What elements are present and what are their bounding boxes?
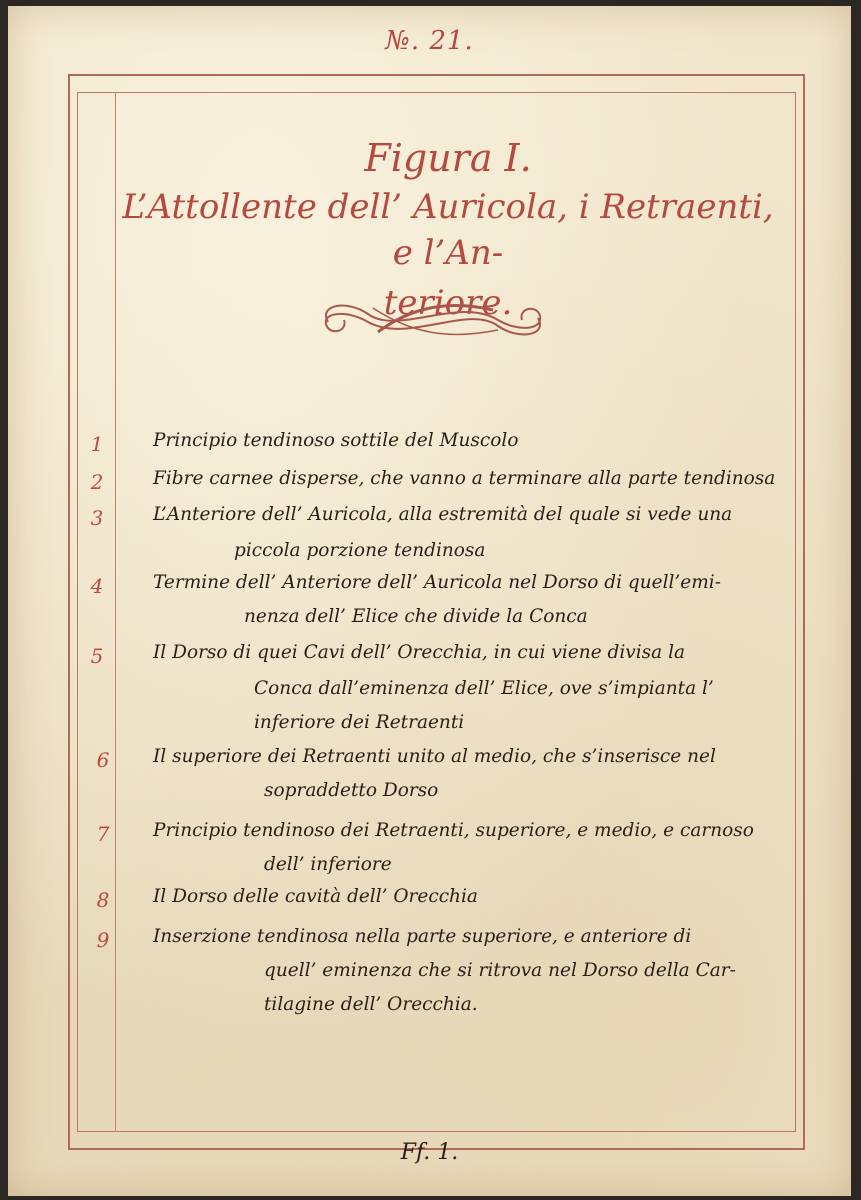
entry-number: 5 (90, 644, 104, 668)
entry-line: Il superiore dei Retraenti unito al medio, che s’inserisce nel (153, 746, 716, 767)
entry-line: Conca dall’eminenza dell’ Elice, ove s’impianta l’ (254, 678, 714, 699)
entry-line: piccola porzione tendinosa (234, 540, 486, 561)
main-title-line-1: L’Attollente dell’ Auricola, i Retraenti, e l’An- (122, 187, 774, 273)
entry-number: 1 (90, 432, 104, 456)
entry-line: Principio tendinoso sottile del Muscolo (153, 430, 519, 451)
entry-number: 3 (90, 506, 104, 530)
entry-number: 7 (96, 822, 110, 846)
entry-line: dell’ inferiore (264, 854, 392, 875)
entry-line: Inserzione tendinosa nella parte superiore, e anteriore di (153, 926, 692, 947)
manuscript-page (8, 6, 851, 1196)
entry-line: quell’ eminenza che si ritrova nel Dorso della Car- (264, 960, 736, 981)
legend-entries (8, 6, 851, 1196)
entry-line: Principio tendinoso dei Retraenti, superiore, e medio, e carnoso (153, 820, 754, 841)
entry-number: 9 (96, 928, 110, 952)
entry-line: inferiore dei Retraenti (254, 712, 465, 733)
entry-line: nenza dell’ Elice che divide la Conca (244, 606, 588, 627)
entry-line: tilagine dell’ Orecchia. (264, 994, 478, 1015)
figure-title: Figura I. (364, 136, 532, 180)
entry-number: 8 (96, 888, 110, 912)
entry-number: 2 (90, 470, 104, 494)
entry-number: 6 (96, 748, 110, 772)
plate-number: №. 21. (385, 26, 474, 56)
entry-line: Il Dorso delle cavità dell’ Orecchia (153, 886, 478, 907)
footer-signature-mark: Ff. 1. (400, 1140, 459, 1165)
main-title-line-2: teriore. (383, 283, 513, 323)
entry-line: sopraddetto Dorso (264, 780, 439, 801)
entry-line: L’Anteriore dell’ Auricola, alla estremità del quale si vede una (153, 504, 733, 525)
entry-line: Termine dell’ Anteriore dell’ Auricola nel Dorso di quell’emi- (153, 572, 721, 593)
entry-line: Fibre carnee disperse, che vanno a terminare alla parte tendinosa (153, 468, 776, 489)
entry-number: 4 (90, 574, 104, 598)
entry-line: Il Dorso di quei Cavi dell’ Orecchia, in cui viene divisa la (153, 642, 686, 663)
